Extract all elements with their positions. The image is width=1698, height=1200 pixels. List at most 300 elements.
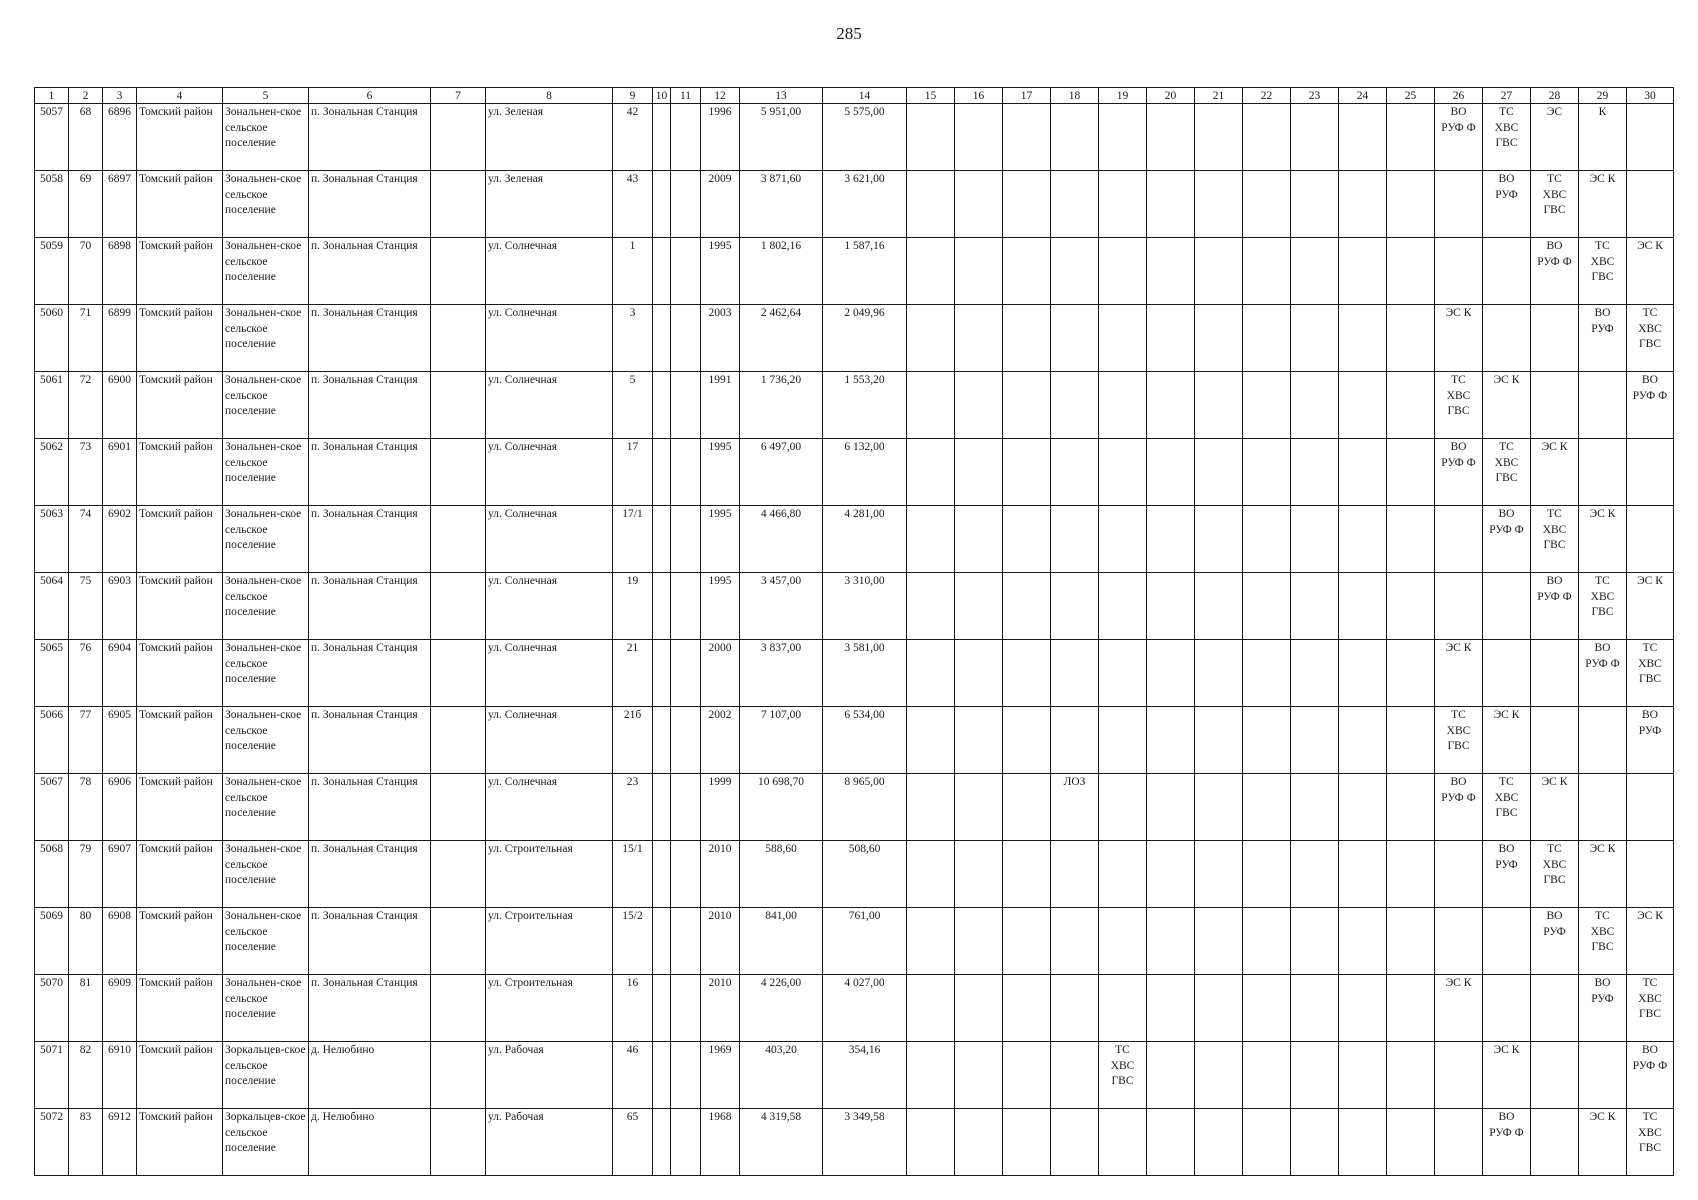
cell-col-4: Томский район: [137, 372, 223, 439]
cell-col-26: ЭС К: [1435, 975, 1483, 1042]
cell-col-17: [1003, 372, 1051, 439]
cell-col-7: [431, 506, 486, 573]
cell-col-18: [1051, 640, 1099, 707]
cell-col-13: 1 802,16: [740, 238, 823, 305]
table-row: [35, 439, 1674, 506]
column-number-24: 24: [1339, 88, 1387, 104]
cell-col-29: К: [1579, 104, 1627, 171]
cell-col-22: [1243, 1109, 1291, 1176]
table-body: [35, 104, 1674, 1176]
cell-col-29: ЭС К: [1579, 1109, 1627, 1176]
cell-col-17: [1003, 1109, 1051, 1176]
cell-col-7: [431, 774, 486, 841]
cell-col-29: [1579, 372, 1627, 439]
cell-col-24: [1339, 841, 1387, 908]
cell-col-11: [671, 238, 701, 305]
cell-col-24: [1339, 774, 1387, 841]
cell-col-15: [907, 1109, 955, 1176]
cell-col-21: [1195, 573, 1243, 640]
cell-col-22: [1243, 372, 1291, 439]
table-row: [35, 841, 1674, 908]
cell-col-4: Томский район: [137, 506, 223, 573]
column-number-27: 27: [1483, 88, 1531, 104]
cell-col-6: п. Зональная Станция: [309, 238, 431, 305]
cell-col-17: [1003, 104, 1051, 171]
cell-col-23: [1291, 841, 1339, 908]
cell-col-6: п. Зональная Станция: [309, 975, 431, 1042]
cell-col-8: ул. Солнечная: [486, 774, 613, 841]
cell-col-5: Зональнен-ское сельское поселение: [223, 841, 309, 908]
cell-col-18: [1051, 573, 1099, 640]
cell-col-27: [1483, 908, 1531, 975]
cell-col-7: [431, 573, 486, 640]
cell-col-17: [1003, 171, 1051, 238]
cell-col-14: 4 027,00: [823, 975, 907, 1042]
cell-col-4: Томский район: [137, 1042, 223, 1109]
cell-col-22: [1243, 707, 1291, 774]
cell-col-22: [1243, 305, 1291, 372]
cell-col-1: 5060: [35, 305, 69, 372]
cell-col-11: [671, 1109, 701, 1176]
column-number-30: 30: [1627, 88, 1674, 104]
cell-col-19: [1099, 707, 1147, 774]
cell-col-3: 6904: [103, 640, 137, 707]
cell-col-3: 6907: [103, 841, 137, 908]
cell-col-22: [1243, 171, 1291, 238]
cell-col-28: [1531, 305, 1579, 372]
cell-col-4: Томский район: [137, 1109, 223, 1176]
cell-col-2: 79: [69, 841, 103, 908]
cell-col-6: п. Зональная Станция: [309, 171, 431, 238]
cell-col-20: [1147, 372, 1195, 439]
cell-col-27: ЭС К: [1483, 707, 1531, 774]
cell-col-9: 17: [613, 439, 653, 506]
cell-col-8: ул. Строительная: [486, 975, 613, 1042]
table-row: [35, 372, 1674, 439]
cell-col-2: 75: [69, 573, 103, 640]
cell-col-12: 1995: [701, 573, 740, 640]
cell-col-10: [653, 1042, 671, 1109]
cell-col-15: [907, 305, 955, 372]
cell-col-21: [1195, 372, 1243, 439]
cell-col-20: [1147, 774, 1195, 841]
cell-col-12: 1969: [701, 1042, 740, 1109]
cell-col-16: [955, 372, 1003, 439]
cell-col-21: [1195, 1109, 1243, 1176]
cell-col-30: ЭС К: [1627, 238, 1674, 305]
cell-col-26: [1435, 506, 1483, 573]
cell-col-26: ВО РУФ Ф: [1435, 774, 1483, 841]
cell-col-24: [1339, 238, 1387, 305]
cell-col-20: [1147, 1042, 1195, 1109]
cell-col-4: Томский район: [137, 841, 223, 908]
cell-col-27: ВО РУФ: [1483, 171, 1531, 238]
cell-col-6: п. Зональная Станция: [309, 104, 431, 171]
cell-col-8: ул. Солнечная: [486, 573, 613, 640]
cell-col-15: [907, 1042, 955, 1109]
cell-col-15: [907, 908, 955, 975]
cell-col-1: 5065: [35, 640, 69, 707]
table-row: [35, 1109, 1674, 1176]
cell-col-14: 3 581,00: [823, 640, 907, 707]
cell-col-9: 42: [613, 104, 653, 171]
cell-col-30: [1627, 439, 1674, 506]
table-row: [35, 774, 1674, 841]
cell-col-23: [1291, 707, 1339, 774]
cell-col-13: 5 951,00: [740, 104, 823, 171]
cell-col-9: 1: [613, 238, 653, 305]
cell-col-21: [1195, 908, 1243, 975]
cell-col-4: Томский район: [137, 975, 223, 1042]
cell-col-28: ТС ХВС ГВС: [1531, 506, 1579, 573]
cell-col-12: 2000: [701, 640, 740, 707]
cell-col-29: ВО РУФ: [1579, 305, 1627, 372]
cell-col-2: 72: [69, 372, 103, 439]
cell-col-6: п. Зональная Станция: [309, 774, 431, 841]
cell-col-13: 2 462,64: [740, 305, 823, 372]
cell-col-7: [431, 975, 486, 1042]
column-number-23: 23: [1291, 88, 1339, 104]
cell-col-3: 6898: [103, 238, 137, 305]
cell-col-9: 23: [613, 774, 653, 841]
cell-col-24: [1339, 171, 1387, 238]
column-number-9: 9: [613, 88, 653, 104]
cell-col-8: ул. Солнечная: [486, 238, 613, 305]
cell-col-9: 46: [613, 1042, 653, 1109]
cell-col-5: Зональнен-ское сельское поселение: [223, 975, 309, 1042]
cell-col-8: ул. Солнечная: [486, 506, 613, 573]
cell-col-9: 17/1: [613, 506, 653, 573]
cell-col-27: ТС ХВС ГВС: [1483, 439, 1531, 506]
cell-col-2: 76: [69, 640, 103, 707]
cell-col-16: [955, 573, 1003, 640]
cell-col-30: ТС ХВС ГВС: [1627, 975, 1674, 1042]
column-number-20: 20: [1147, 88, 1195, 104]
cell-col-10: [653, 372, 671, 439]
cell-col-26: [1435, 908, 1483, 975]
cell-col-19: [1099, 506, 1147, 573]
cell-col-2: 74: [69, 506, 103, 573]
cell-col-1: 5057: [35, 104, 69, 171]
cell-col-3: 6910: [103, 1042, 137, 1109]
cell-col-10: [653, 975, 671, 1042]
cell-col-25: [1387, 908, 1435, 975]
cell-col-11: [671, 640, 701, 707]
cell-col-14: 354,16: [823, 1042, 907, 1109]
cell-col-8: ул. Рабочая: [486, 1042, 613, 1109]
cell-col-19: [1099, 640, 1147, 707]
cell-col-11: [671, 171, 701, 238]
cell-col-13: 4 319,58: [740, 1109, 823, 1176]
cell-col-24: [1339, 104, 1387, 171]
cell-col-28: ЭС К: [1531, 774, 1579, 841]
cell-col-24: [1339, 707, 1387, 774]
cell-col-6: п. Зональная Станция: [309, 908, 431, 975]
cell-col-24: [1339, 1109, 1387, 1176]
cell-col-2: 81: [69, 975, 103, 1042]
column-number-2: 2: [69, 88, 103, 104]
cell-col-23: [1291, 506, 1339, 573]
cell-col-12: 2003: [701, 305, 740, 372]
cell-col-11: [671, 372, 701, 439]
cell-col-30: ЭС К: [1627, 573, 1674, 640]
cell-col-6: д. Нелюбино: [309, 1042, 431, 1109]
cell-col-20: [1147, 238, 1195, 305]
column-number-1: 1: [35, 88, 69, 104]
cell-col-17: [1003, 774, 1051, 841]
cell-col-23: [1291, 774, 1339, 841]
cell-col-23: [1291, 640, 1339, 707]
cell-col-21: [1195, 975, 1243, 1042]
cell-col-1: 5062: [35, 439, 69, 506]
cell-col-2: 69: [69, 171, 103, 238]
cell-col-25: [1387, 707, 1435, 774]
column-number-6: 6: [309, 88, 431, 104]
cell-col-2: 77: [69, 707, 103, 774]
cell-col-19: [1099, 573, 1147, 640]
cell-col-10: [653, 841, 671, 908]
cell-col-18: [1051, 104, 1099, 171]
cell-col-4: Томский район: [137, 171, 223, 238]
cell-col-26: [1435, 1042, 1483, 1109]
cell-col-14: 1 553,20: [823, 372, 907, 439]
cell-col-3: 6902: [103, 506, 137, 573]
cell-col-3: 6896: [103, 104, 137, 171]
cell-col-9: 21: [613, 640, 653, 707]
cell-col-3: 6908: [103, 908, 137, 975]
cell-col-4: Томский район: [137, 305, 223, 372]
cell-col-3: 6906: [103, 774, 137, 841]
cell-col-11: [671, 774, 701, 841]
cell-col-12: 1995: [701, 238, 740, 305]
cell-col-19: [1099, 305, 1147, 372]
cell-col-28: ТС ХВС ГВС: [1531, 171, 1579, 238]
cell-col-21: [1195, 506, 1243, 573]
cell-col-7: [431, 841, 486, 908]
cell-col-5: Зональнен-ское сельское поселение: [223, 305, 309, 372]
cell-col-16: [955, 305, 1003, 372]
registry-table: [34, 87, 1674, 1176]
column-number-19: 19: [1099, 88, 1147, 104]
cell-col-25: [1387, 439, 1435, 506]
cell-col-8: ул. Строительная: [486, 908, 613, 975]
cell-col-24: [1339, 573, 1387, 640]
cell-col-16: [955, 841, 1003, 908]
cell-col-7: [431, 238, 486, 305]
cell-col-5: Зональнен-ское сельское поселение: [223, 171, 309, 238]
cell-col-20: [1147, 104, 1195, 171]
cell-col-29: ТС ХВС ГВС: [1579, 573, 1627, 640]
cell-col-23: [1291, 1109, 1339, 1176]
cell-col-10: [653, 774, 671, 841]
cell-col-24: [1339, 1042, 1387, 1109]
cell-col-10: [653, 305, 671, 372]
column-number-16: 16: [955, 88, 1003, 104]
cell-col-13: 3 871,60: [740, 171, 823, 238]
cell-col-24: [1339, 506, 1387, 573]
cell-col-14: 5 575,00: [823, 104, 907, 171]
cell-col-15: [907, 439, 955, 506]
cell-col-26: ЭС К: [1435, 305, 1483, 372]
cell-col-23: [1291, 439, 1339, 506]
cell-col-9: 43: [613, 171, 653, 238]
cell-col-20: [1147, 841, 1195, 908]
cell-col-1: 5058: [35, 171, 69, 238]
cell-col-7: [431, 372, 486, 439]
cell-col-28: [1531, 707, 1579, 774]
column-number-8: 8: [486, 88, 613, 104]
cell-col-19: ТС ХВС ГВС: [1099, 1042, 1147, 1109]
cell-col-17: [1003, 439, 1051, 506]
column-number-12: 12: [701, 88, 740, 104]
column-number-10: 10: [653, 88, 671, 104]
cell-col-29: [1579, 774, 1627, 841]
cell-col-16: [955, 439, 1003, 506]
cell-col-27: [1483, 975, 1531, 1042]
cell-col-21: [1195, 238, 1243, 305]
column-number-28: 28: [1531, 88, 1579, 104]
cell-col-19: [1099, 975, 1147, 1042]
cell-col-7: [431, 1109, 486, 1176]
cell-col-26: ТС ХВС ГВС: [1435, 372, 1483, 439]
cell-col-18: [1051, 908, 1099, 975]
cell-col-22: [1243, 1042, 1291, 1109]
cell-col-10: [653, 238, 671, 305]
cell-col-24: [1339, 640, 1387, 707]
column-number-26: 26: [1435, 88, 1483, 104]
cell-col-3: 6912: [103, 1109, 137, 1176]
cell-col-28: ЭС К: [1531, 439, 1579, 506]
cell-col-16: [955, 640, 1003, 707]
cell-col-30: [1627, 506, 1674, 573]
cell-col-10: [653, 104, 671, 171]
cell-col-11: [671, 573, 701, 640]
cell-col-25: [1387, 305, 1435, 372]
cell-col-10: [653, 506, 671, 573]
table-row: [35, 305, 1674, 372]
cell-col-6: п. Зональная Станция: [309, 707, 431, 774]
cell-col-23: [1291, 238, 1339, 305]
cell-col-11: [671, 908, 701, 975]
cell-col-18: [1051, 305, 1099, 372]
cell-col-15: [907, 707, 955, 774]
cell-col-25: [1387, 104, 1435, 171]
cell-col-22: [1243, 238, 1291, 305]
cell-col-28: [1531, 975, 1579, 1042]
cell-col-16: [955, 707, 1003, 774]
cell-col-14: 761,00: [823, 908, 907, 975]
cell-col-19: [1099, 774, 1147, 841]
cell-col-12: 1968: [701, 1109, 740, 1176]
cell-col-8: ул. Зеленая: [486, 171, 613, 238]
cell-col-5: Зональнен-ское сельское поселение: [223, 774, 309, 841]
cell-col-17: [1003, 975, 1051, 1042]
cell-col-21: [1195, 305, 1243, 372]
cell-col-22: [1243, 908, 1291, 975]
cell-col-12: 2010: [701, 975, 740, 1042]
cell-col-25: [1387, 1109, 1435, 1176]
cell-col-13: 403,20: [740, 1042, 823, 1109]
cell-col-17: [1003, 238, 1051, 305]
cell-col-19: [1099, 841, 1147, 908]
column-number-11: 11: [671, 88, 701, 104]
cell-col-17: [1003, 573, 1051, 640]
cell-col-8: ул. Солнечная: [486, 640, 613, 707]
column-number-3: 3: [103, 88, 137, 104]
cell-col-8: ул. Зеленая: [486, 104, 613, 171]
cell-col-23: [1291, 171, 1339, 238]
cell-col-7: [431, 707, 486, 774]
cell-col-26: ЭС К: [1435, 640, 1483, 707]
cell-col-20: [1147, 707, 1195, 774]
cell-col-10: [653, 573, 671, 640]
cell-col-24: [1339, 305, 1387, 372]
cell-col-14: 508,60: [823, 841, 907, 908]
cell-col-22: [1243, 506, 1291, 573]
cell-col-16: [955, 104, 1003, 171]
cell-col-8: ул. Солнечная: [486, 439, 613, 506]
cell-col-19: [1099, 171, 1147, 238]
cell-col-1: 5067: [35, 774, 69, 841]
cell-col-30: ВО РУФ Ф: [1627, 1042, 1674, 1109]
cell-col-28: [1531, 1109, 1579, 1176]
cell-col-20: [1147, 573, 1195, 640]
cell-col-16: [955, 1042, 1003, 1109]
cell-col-1: 5064: [35, 573, 69, 640]
cell-col-7: [431, 171, 486, 238]
cell-col-18: [1051, 707, 1099, 774]
cell-col-11: [671, 707, 701, 774]
cell-col-28: ВО РУФ Ф: [1531, 238, 1579, 305]
cell-col-14: 2 049,96: [823, 305, 907, 372]
cell-col-19: [1099, 372, 1147, 439]
cell-col-6: п. Зональная Станция: [309, 372, 431, 439]
cell-col-4: Томский район: [137, 439, 223, 506]
column-number-5: 5: [223, 88, 309, 104]
cell-col-16: [955, 908, 1003, 975]
cell-col-27: [1483, 640, 1531, 707]
cell-col-13: 3 457,00: [740, 573, 823, 640]
cell-col-28: [1531, 1042, 1579, 1109]
cell-col-2: 71: [69, 305, 103, 372]
cell-col-14: 3 621,00: [823, 171, 907, 238]
cell-col-29: ТС ХВС ГВС: [1579, 238, 1627, 305]
cell-col-30: ТС ХВС ГВС: [1627, 1109, 1674, 1176]
cell-col-3: 6901: [103, 439, 137, 506]
cell-col-21: [1195, 640, 1243, 707]
cell-col-11: [671, 506, 701, 573]
cell-col-26: ТС ХВС ГВС: [1435, 707, 1483, 774]
cell-col-15: [907, 238, 955, 305]
cell-col-9: 5: [613, 372, 653, 439]
cell-col-16: [955, 774, 1003, 841]
cell-col-29: [1579, 439, 1627, 506]
cell-col-20: [1147, 439, 1195, 506]
cell-col-14: 6 132,00: [823, 439, 907, 506]
cell-col-4: Томский район: [137, 640, 223, 707]
cell-col-14: 4 281,00: [823, 506, 907, 573]
cell-col-21: [1195, 774, 1243, 841]
cell-col-3: 6905: [103, 707, 137, 774]
cell-col-27: ТС ХВС ГВС: [1483, 774, 1531, 841]
cell-col-30: [1627, 774, 1674, 841]
cell-col-27: [1483, 573, 1531, 640]
cell-col-28: ВО РУФ Ф: [1531, 573, 1579, 640]
cell-col-25: [1387, 372, 1435, 439]
cell-col-21: [1195, 439, 1243, 506]
cell-col-1: 5066: [35, 707, 69, 774]
cell-col-23: [1291, 975, 1339, 1042]
